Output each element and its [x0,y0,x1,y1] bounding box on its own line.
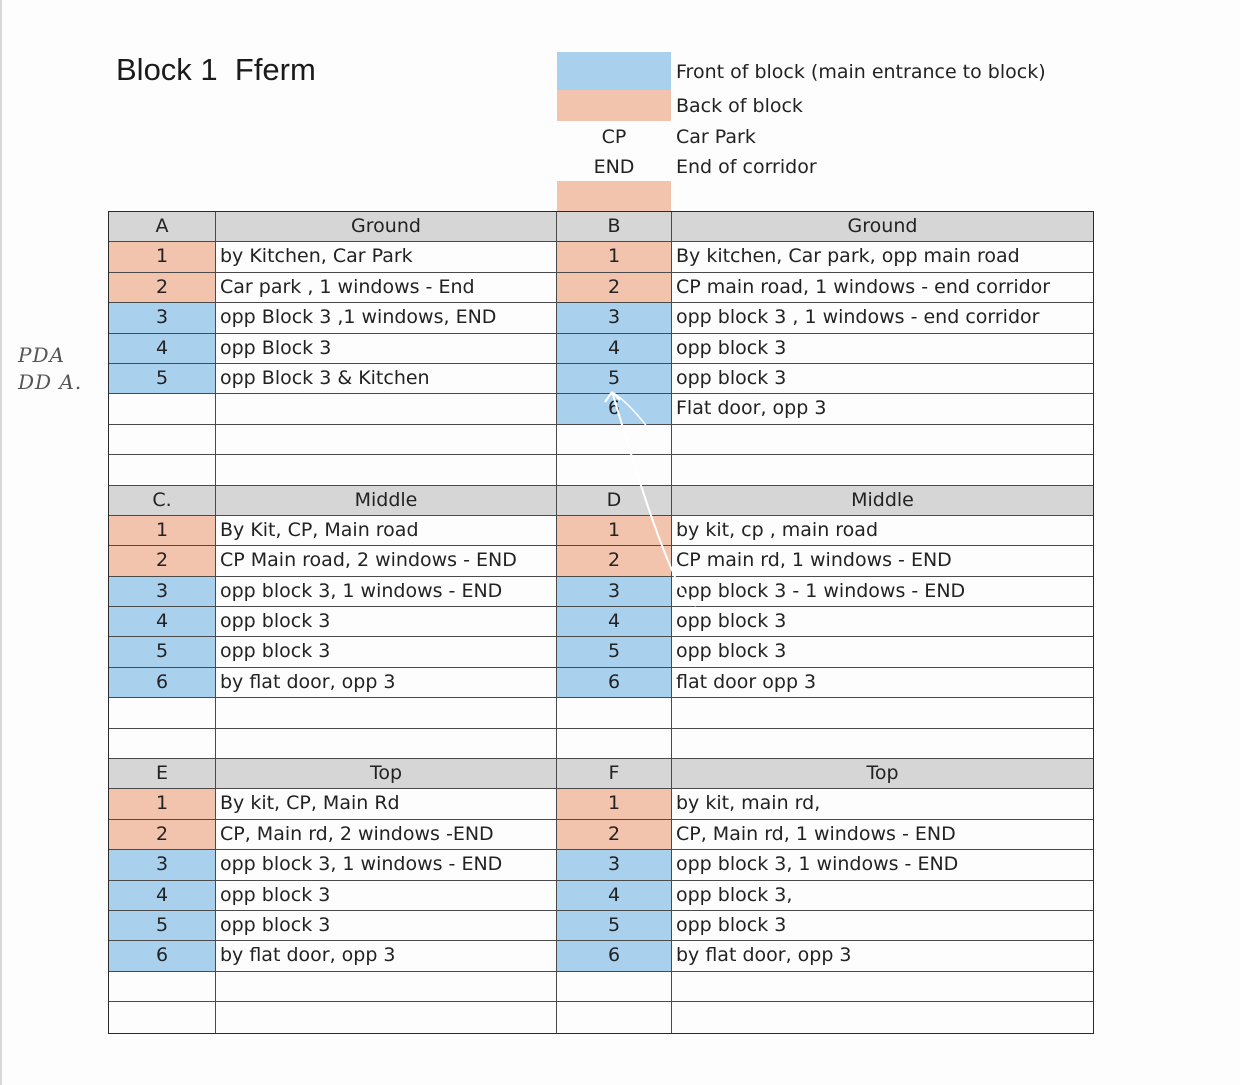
floor-label: Ground [847,215,918,237]
room-number [109,1002,216,1032]
room-number: 5 [557,911,672,940]
room-number [557,1002,672,1032]
room-number: 6 [557,941,672,970]
room-description [216,972,557,1001]
room-description: opp block 3 [676,640,787,663]
room-description: by flat door, opp 3 [216,941,557,970]
legend-cp-label: Car Park [676,126,756,148]
room-number: 1 [109,516,216,545]
room-number: 3 [109,577,216,606]
room-number: 2 [557,273,672,302]
room-description: opp Block 3 ,1 windows, END [216,303,557,332]
room-number [557,455,672,484]
room-description: by kit, cp , main road [676,518,879,541]
room-number: 6 [557,394,672,423]
table-row [109,394,1093,424]
room-description: opp block 3 , 1 windows - end corridor [676,306,1040,329]
room-description: opp block 3 [676,336,787,359]
room-description [672,729,1093,758]
room-description [672,425,1093,454]
room-number [109,394,216,423]
table-row [109,911,1093,941]
section-header-row [109,212,1093,242]
floor-label: Top [216,759,557,788]
table-row [109,668,1093,698]
room-number: 3 [557,577,672,606]
room-table [108,211,1094,1034]
room-number: 3 [109,850,216,879]
room-description [216,455,557,484]
room-number: 5 [109,911,216,940]
table-row [109,941,1093,971]
room-number: 1 [557,516,672,545]
room-number: 3 [557,850,672,879]
legend-front-label: Front of block (main entrance to block) [676,61,1046,83]
room-description: Car park , 1 windows - End [216,273,557,302]
table-row [109,364,1093,394]
legend-end-label: End of corridor [676,156,817,178]
table-row [109,242,1093,272]
room-description: opp block 3, 1 windows - END [676,853,959,876]
legend-front-swatch [557,52,671,90]
table-row [109,698,1093,728]
room-description: opp block 3 [216,881,557,910]
room-description [672,1002,1093,1032]
room-description: opp block 3 [216,607,557,636]
room-number: 4 [557,881,672,910]
room-number [557,425,672,454]
margin-note: PDA [18,343,65,367]
room-description: by flat door, opp 3 [216,668,557,697]
room-number: 5 [109,637,216,666]
table-row [109,789,1093,819]
table-row [109,729,1093,759]
legend-back-label: Back of block [676,95,803,117]
room-description [672,698,1093,727]
room-number: 4 [109,881,216,910]
room-description [216,394,557,423]
section-letter: E [109,759,216,788]
room-description: CP main road, 1 windows - end corridor [676,275,1051,298]
floor-label: Top [866,762,899,785]
room-number: 2 [109,546,216,575]
room-number [109,972,216,1001]
room-number [109,425,216,454]
table-row [109,637,1093,667]
room-number: 4 [557,607,672,636]
room-description: by Kitchen, Car Park [216,242,557,271]
section-header-row [109,759,1093,789]
room-number [109,698,216,727]
table-row [109,850,1093,880]
margin-note: DD A. [18,370,83,394]
table-row [109,607,1093,637]
room-number [557,698,672,727]
room-description [216,1002,557,1032]
room-number: 1 [109,242,216,271]
room-description: opp block 3, 1 windows - END [216,577,557,606]
room-description: opp block 3, 1 windows - END [216,850,557,879]
room-description [216,698,557,727]
room-description: by kit, main rd, [676,792,821,815]
page-edge [0,0,2,1085]
room-description [672,972,1093,1001]
room-description: opp block 3 [676,913,787,936]
floor-label: Middle [851,488,914,511]
room-number: 6 [109,941,216,970]
section-letter: F [557,759,672,788]
room-number: 3 [109,303,216,332]
floor-label: Middle [216,486,557,515]
room-description: opp Block 3 [216,334,557,363]
legend-back-swatch [557,90,671,121]
room-number: 5 [557,637,672,666]
table-row [109,334,1093,364]
room-description: CP, Main rd, 1 windows - END [676,822,956,845]
table-row [109,303,1093,333]
room-number: 3 [557,303,672,332]
section-letter: B [557,212,672,241]
room-description: opp block 3 [216,637,557,666]
room-number: 4 [109,607,216,636]
room-number: 1 [109,789,216,818]
room-number [557,972,672,1001]
table-row [109,273,1093,303]
room-description: Flat door, opp 3 [676,397,827,420]
room-description: By Kit, CP, Main road [216,516,557,545]
table-row [109,820,1093,850]
room-description [216,729,557,758]
room-description: opp Block 3 & Kitchen [216,364,557,393]
table-row [109,1002,1093,1032]
room-description [216,425,557,454]
room-description: opp block 3 [676,610,787,633]
room-description: opp block 3 [216,911,557,940]
room-description: flat door opp 3 [676,670,817,693]
room-number: 2 [557,820,672,849]
room-number: 2 [557,546,672,575]
room-number [109,729,216,758]
room-description: opp block 3, [676,883,793,906]
room-number: 5 [557,364,672,393]
room-description: CP Main road, 2 windows - END [216,546,557,575]
room-description: opp block 3 [676,366,787,389]
table-row [109,425,1093,455]
room-number: 4 [557,334,672,363]
room-number [557,729,672,758]
room-number: 4 [109,334,216,363]
room-number: 5 [109,364,216,393]
table-row [109,546,1093,576]
legend-end-code: END [593,156,635,178]
room-description: opp block 3 - 1 windows - END [676,579,966,602]
room-description [672,455,1093,484]
table-row [109,455,1093,485]
legend-back-swatch-extra [557,181,671,211]
room-number: 6 [557,668,672,697]
room-description: by flat door, opp 3 [676,944,852,967]
room-number: 2 [109,820,216,849]
table-row [109,881,1093,911]
room-number: 6 [109,668,216,697]
room-description: By kit, CP, Main Rd [216,789,557,818]
section-letter: A [109,212,216,241]
room-number: 1 [557,242,672,271]
section-header-row [109,486,1093,516]
table-row [109,516,1093,546]
room-number [109,455,216,484]
table-row [109,577,1093,607]
room-number: 2 [109,273,216,302]
room-number: 1 [557,789,672,818]
page-title: Block 1 Fferm [116,52,316,87]
room-description: CP, Main rd, 2 windows -END [216,820,557,849]
section-letter: D [557,486,672,515]
room-description: By kitchen, Car park, opp main road [676,245,1020,268]
section-letter: C. [109,486,216,515]
floor-label: Ground [216,212,557,241]
table-row [109,972,1093,1002]
room-description: CP main rd, 1 windows - END [676,549,952,572]
legend-cp-code: CP [601,126,627,148]
